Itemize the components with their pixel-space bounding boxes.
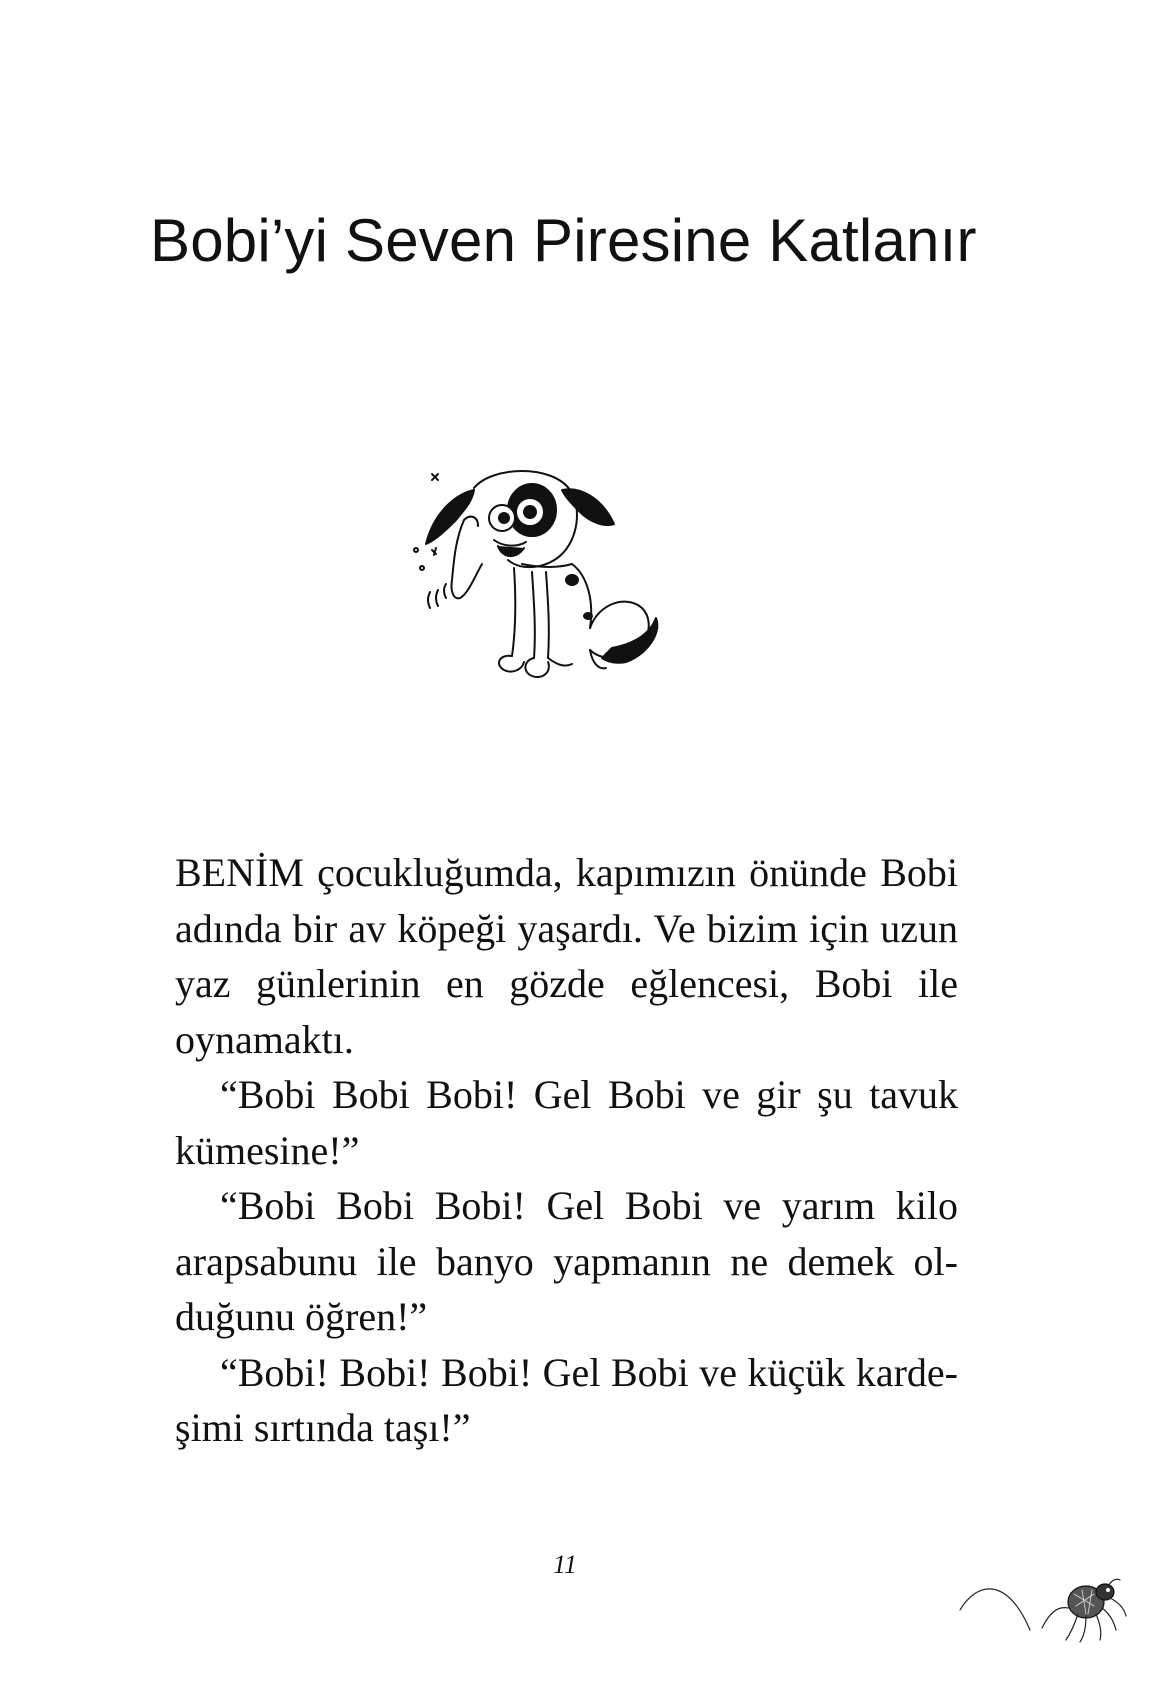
paragraph-3: “Bobi Bobi Bobi! Gel Bobi ve yarım kilo arapsabunu ile banyo yapmanın ne demek olduğunu öğren!” xyxy=(175,1183,958,1339)
body-text xyxy=(175,845,958,1456)
scratching-dog-icon xyxy=(412,468,722,688)
paragraph-4: “Bobi! Bobi! Bobi! Gel Bobi ve küçük kardeşimi sırtında taşı!” xyxy=(175,1349,958,1450)
paragraph-2: “Bobi Bobi Bobi! Gel Bobi ve gir şu tavuk kümesine!” xyxy=(175,1072,958,1173)
paragraph-1: BENİM çocukluğumda, kapımızın önünde Bobi adında bir av köpeği yaşardı. Ve bizim için uzun yaz günlerinin en gözde eğlencesi, Bobi ile oynamaktı. xyxy=(175,850,958,1062)
jumping-flea-icon xyxy=(958,1550,1133,1645)
page-number: 11 xyxy=(552,1550,578,1579)
chapter-title: Bobi’yi Seven Piresine Katlanır xyxy=(150,207,977,274)
